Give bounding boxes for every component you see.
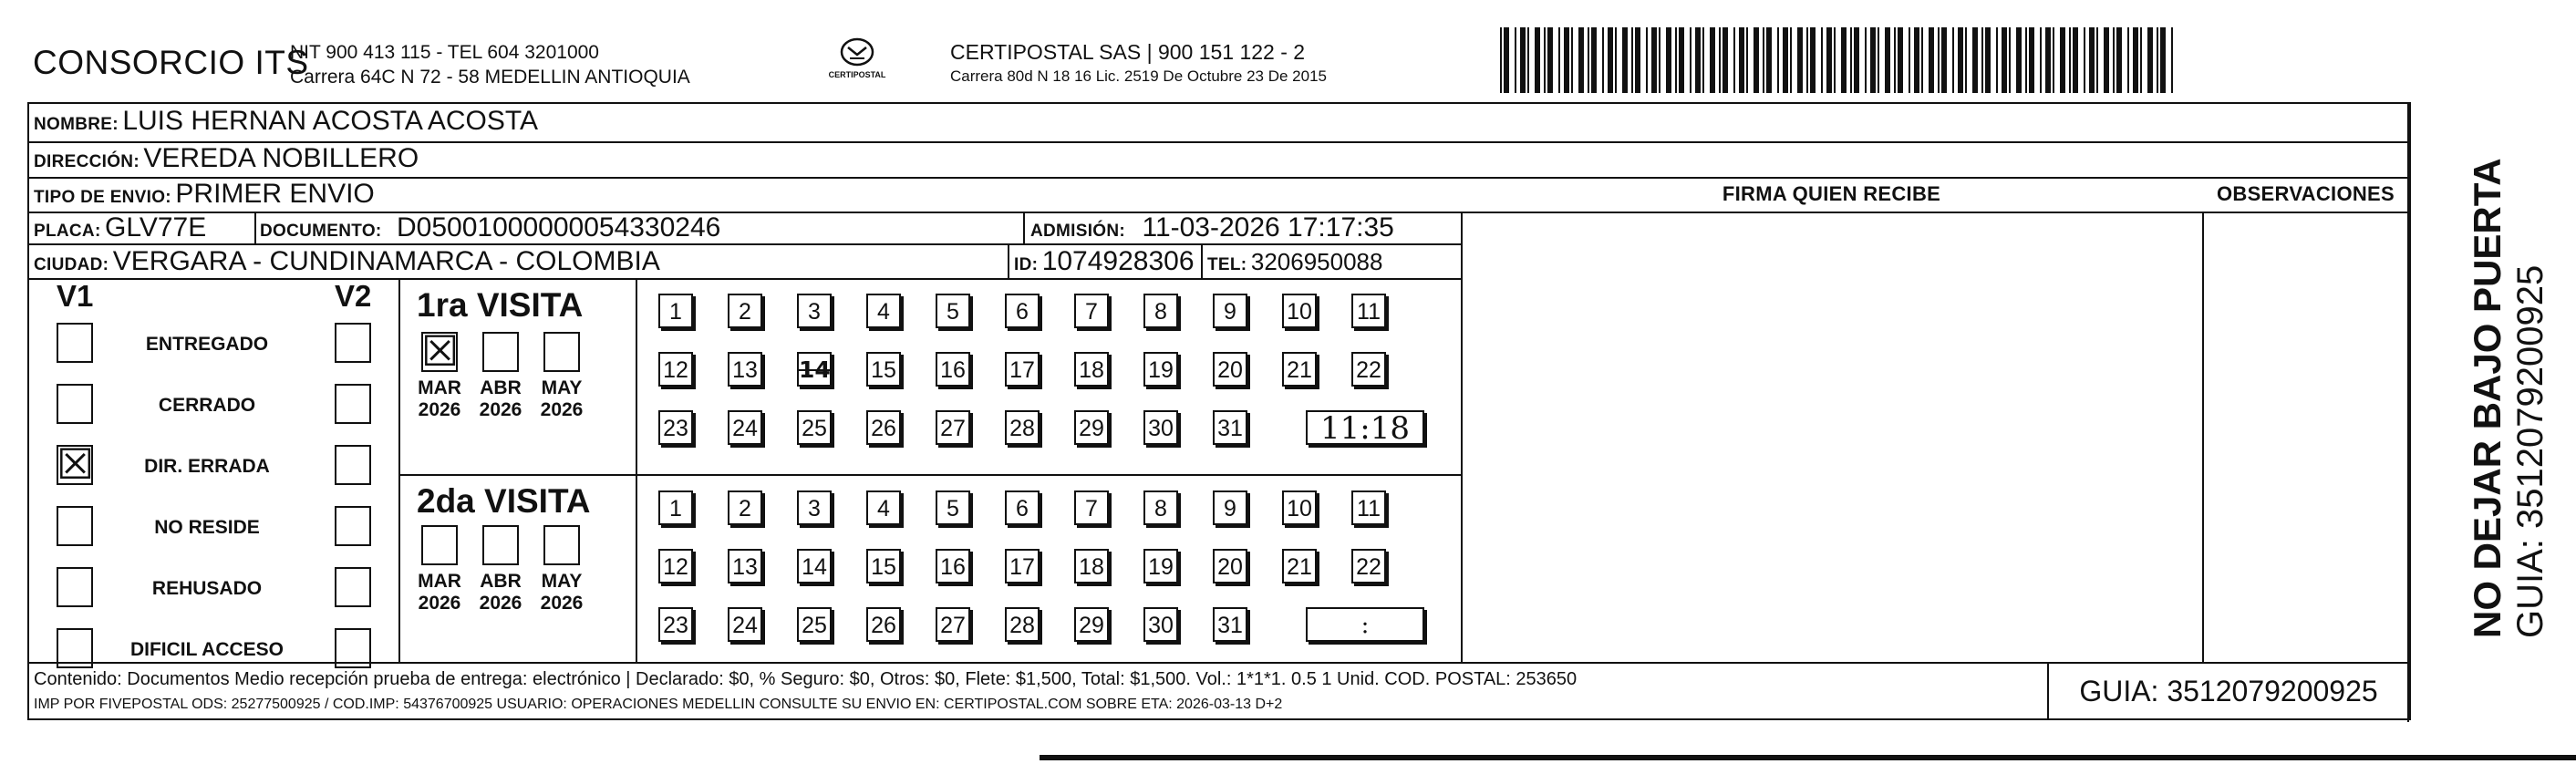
month-checkbox[interactable] (543, 332, 580, 372)
day-box[interactable]: 31 (1213, 410, 1247, 445)
barcode-bar (1929, 27, 1934, 93)
day-box[interactable]: 17 (1005, 549, 1040, 583)
v2-checkbox[interactable] (335, 506, 371, 546)
day-box[interactable]: 13 (728, 352, 762, 387)
tel-label: TEL: (1207, 255, 1247, 274)
status-label: DIFICIL ACCESO (129, 639, 284, 660)
barcode (1500, 27, 2175, 93)
barcode-bar (1854, 27, 1859, 93)
day-box[interactable]: 2 (728, 294, 762, 328)
barcode-bar (1996, 27, 1998, 93)
company-nit: NIT 900 413 115 - TEL 604 3201000 (290, 42, 599, 63)
barcode-bar (1622, 27, 1628, 93)
company-address: Carrera 64C N 72 - 58 MEDELLIN ANTIOQUIA (290, 67, 690, 88)
day-box[interactable]: 27 (936, 607, 970, 642)
plate-cell (34, 212, 206, 243)
side-guide: GUIA: 3512079200925 (2510, 264, 2550, 638)
carrier-line: CERTIPOSTAL SAS | 900 151 122 - 2 (950, 40, 1306, 64)
barcode-bar (1826, 27, 1832, 93)
barcode-bar (1981, 27, 1983, 93)
barcode-bar (1659, 27, 1660, 93)
barcode-bar (1500, 27, 1502, 93)
document-label: DOCUMENTO: (260, 222, 382, 241)
barcode-bar (1921, 27, 1923, 93)
day-box[interactable]: 26 (866, 607, 901, 642)
barcode-bar (1558, 27, 1560, 93)
day-box[interactable]: 14 (797, 352, 832, 387)
day-box[interactable]: 29 (1074, 607, 1109, 642)
day-box[interactable]: 6 (1005, 490, 1040, 525)
barcode-bar (1675, 27, 1677, 93)
day-box[interactable]: 31 (1213, 607, 1247, 642)
v1-checkbox[interactable] (57, 506, 93, 546)
day-box[interactable]: 6 (1005, 294, 1040, 328)
envelope-logo-icon (839, 36, 875, 67)
barcode-bar (2133, 27, 2138, 93)
second-visit-time[interactable]: : (1306, 607, 1424, 642)
barcode-bar (2160, 27, 2166, 93)
barcode-bar (1564, 27, 1569, 93)
barcode-bar (1608, 27, 1613, 93)
id-label: ID: (1014, 255, 1039, 274)
barcode-bar (1651, 27, 1657, 93)
barcode-bar (1941, 27, 1947, 93)
v2-checkbox[interactable] (335, 384, 371, 424)
day-box[interactable]: 21 (1282, 549, 1317, 583)
check-mark-icon: ☒ (57, 439, 95, 489)
barcode-bar (1544, 27, 1546, 93)
month-checkbox[interactable] (543, 525, 580, 565)
day-box[interactable]: 16 (936, 549, 970, 583)
v1-checkbox[interactable] (57, 323, 93, 363)
day-box[interactable]: 5 (936, 490, 970, 525)
barcode-bar (1914, 27, 1919, 93)
day-box[interactable]: 22 (1351, 352, 1386, 387)
barcode-bar (1870, 27, 1876, 93)
month-checkbox[interactable] (482, 525, 519, 565)
day-box[interactable]: 30 (1143, 410, 1178, 445)
day-box[interactable]: 3 (797, 294, 832, 328)
day-box[interactable]: 24 (728, 410, 762, 445)
barcode-bar (1588, 27, 1589, 93)
type-row (34, 179, 375, 210)
barcode-bar (1635, 27, 1640, 93)
status-label: DIR. ERRADA (144, 456, 270, 477)
recipient-address: VEREDA NOBILLERO (143, 143, 419, 173)
id-cell (1014, 246, 1195, 277)
barcode-bar (1783, 27, 1788, 93)
status-label: CERRADO (158, 395, 256, 416)
carrier-info (950, 40, 1327, 86)
barcode-bar (2104, 27, 2109, 93)
barcode-bar (1972, 27, 1978, 93)
barcode-bar (2025, 27, 2027, 93)
day-box[interactable]: 26 (866, 410, 901, 445)
day-box[interactable]: 18 (1074, 352, 1109, 387)
barcode-bar (2147, 27, 2153, 93)
day-box[interactable]: 16 (936, 352, 970, 387)
plate-label: PLACA: (34, 222, 101, 241)
barcode-bar (2089, 27, 2095, 93)
month-label: ABR 2026 (479, 571, 522, 614)
barcode-bar (1952, 27, 1954, 93)
shipping-label-frame (27, 102, 2411, 720)
barcode-bar (1690, 27, 1691, 93)
address-row (34, 143, 419, 174)
barcode-bar (2060, 27, 2065, 93)
barcode-bar (2073, 27, 2078, 93)
v1-checkbox[interactable] (57, 628, 93, 668)
first-visit-time[interactable]: 11:18 (1306, 410, 1424, 445)
barcode-bar (1723, 27, 1728, 93)
barcode-bar (1695, 27, 1701, 93)
name-row (34, 106, 538, 137)
day-box[interactable]: 18 (1074, 549, 1109, 583)
day-box[interactable]: 8 (1143, 490, 1178, 525)
barcode-bar (1821, 27, 1823, 93)
signature-header: FIRMA QUIEN RECIBE (1722, 182, 1941, 205)
barcode-bar (1754, 27, 1759, 93)
month-checkbox[interactable] (421, 525, 458, 565)
second-visit-title: 2da VISITA (417, 482, 591, 520)
day-box[interactable]: 19 (1143, 549, 1178, 583)
day-box[interactable]: 23 (658, 410, 693, 445)
barcode-bar (1865, 27, 1867, 93)
barcode-bar (1985, 27, 1991, 93)
barcode-bar (2009, 27, 2011, 93)
city-label: CIUDAD: (34, 255, 109, 274)
logo-text: CERTIPOSTAL (828, 70, 886, 79)
status-label: ENTREGADO (145, 334, 269, 355)
barcode-bar (1806, 27, 1808, 93)
month-label: MAY 2026 (540, 571, 584, 614)
barcode-bar (1777, 27, 1779, 93)
barcode-bar (2116, 27, 2122, 93)
barcode-bar (1646, 27, 1648, 93)
id-value: 1074928306 (1041, 246, 1195, 276)
day-box[interactable]: 8 (1143, 294, 1178, 328)
v1-header: V1 (57, 279, 94, 313)
day-box[interactable]: 22 (1351, 549, 1386, 583)
day-box[interactable]: 25 (797, 410, 832, 445)
day-box[interactable]: 11 (1351, 294, 1386, 328)
city-cell (34, 246, 660, 277)
barcode-bar (1885, 27, 1890, 93)
imp-line: IMP POR FIVEPOSTAL ODS: 25277500925 / COD.IMP: 54376700925 USUARIO: OPERACIONES MEDELLIN CONSULTE SU ENVIO EN: CERTIPOSTAL.COM SOBRE ETA: 2026-03-13 D+2 (34, 697, 1283, 712)
barcode-bar (1527, 27, 1529, 93)
day-box[interactable]: 25 (797, 607, 832, 642)
admission-value: 11-03-2026 17:17:35 (1142, 212, 1394, 243)
day-box[interactable]: 19 (1143, 352, 1178, 387)
v2-checkbox[interactable] (335, 445, 371, 485)
day-box[interactable]: 10 (1282, 490, 1317, 525)
month-label: MAR 2026 (418, 571, 461, 614)
barcode-bar (2157, 27, 2158, 93)
day-box[interactable]: 13 (728, 549, 762, 583)
barcode-bar (2140, 27, 2142, 93)
barcode-bar (1710, 27, 1715, 93)
day-box[interactable]: 21 (1282, 352, 1317, 387)
barcode-bar (1547, 27, 1553, 93)
address-label: DIRECCIÓN: (34, 152, 140, 171)
barcode-bar (2045, 27, 2051, 93)
barcode-bar (1591, 27, 1597, 93)
bottom-rule (1040, 755, 2576, 760)
barcode-bar (1631, 27, 1633, 93)
day-box[interactable]: 20 (1213, 352, 1247, 387)
barcode-bar (2113, 27, 2115, 93)
barcode-bar (1894, 27, 1896, 93)
day-box[interactable]: 10 (1282, 294, 1317, 328)
recipient-name: LUIS HERNAN ACOSTA ACOSTA (122, 106, 538, 136)
observations-header: OBSERVACIONES (2216, 182, 2395, 205)
barcode-bar (1733, 27, 1735, 93)
name-label: NOMBRE: (34, 115, 119, 134)
month-checkbox[interactable] (421, 326, 460, 376)
v2-checkbox[interactable] (335, 323, 371, 363)
barcode-bar (2127, 27, 2129, 93)
status-label: NO RESIDE (154, 517, 260, 538)
barcode-bar (1702, 27, 1704, 93)
day-box[interactable]: 15 (866, 549, 901, 583)
day-box[interactable]: 3 (797, 490, 832, 525)
admission-cell (1030, 212, 1394, 243)
status-label: REHUSADO (151, 578, 263, 599)
barcode-bar (1841, 27, 1847, 93)
day-box[interactable]: 29 (1074, 410, 1109, 445)
day-box[interactable]: 23 (658, 607, 693, 642)
company-name: CONSORCIO ITS (33, 44, 309, 81)
city-value: VERGARA - CUNDINAMARCA - COLOMBIA (112, 246, 660, 276)
barcode-bar (2171, 27, 2173, 93)
day-box[interactable]: 30 (1143, 607, 1178, 642)
day-box[interactable]: 9 (1213, 294, 1247, 328)
day-box[interactable]: 7 (1074, 294, 1109, 328)
barcode-bar (1535, 27, 1540, 93)
barcode-bar (1898, 27, 1903, 93)
day-box[interactable]: 5 (936, 294, 970, 328)
barcode-bar (2040, 27, 2042, 93)
certipostal-logo (825, 36, 889, 79)
day-box[interactable]: 11 (1351, 490, 1386, 525)
barcode-bar (1679, 27, 1684, 93)
barcode-bar (1965, 27, 1967, 93)
v2-checkbox[interactable] (335, 567, 371, 607)
v1-checkbox[interactable] (57, 567, 93, 607)
day-box[interactable]: 1 (658, 294, 693, 328)
barcode-bar (2084, 27, 2085, 93)
contents-line: Contenido: Documentos Medio recepción prueba de entrega: electrónico | Declarado: $0, % Seguro: $0, Otros: $0, Flete: $1,500, Total: $1,500. Vol.: 1*1*1. 0.5 1 Unid. COD. POSTAL: 253650 (34, 669, 1578, 689)
barcode-bar (1763, 27, 1764, 93)
barcode-bar (1909, 27, 1910, 93)
day-box[interactable]: 14 (797, 549, 832, 583)
barcode-bar (1766, 27, 1772, 93)
day-box[interactable]: 24 (728, 607, 762, 642)
tel-value: 3206950088 (1250, 248, 1383, 275)
barcode-bar (1797, 27, 1803, 93)
day-box[interactable]: 4 (866, 294, 901, 328)
check-mark-icon: ☒ (421, 326, 460, 376)
day-box[interactable]: 1 (658, 490, 693, 525)
footer-guide: GUIA: 3512079200925 (2079, 675, 2378, 707)
side-notice: NO DEJAR BAJO PUERTA (2466, 158, 2509, 638)
barcode-bar (1878, 27, 1879, 93)
day-box[interactable]: 17 (1005, 352, 1040, 387)
barcode-bar (1615, 27, 1617, 93)
v1-checkbox[interactable] (57, 384, 93, 424)
v2-header: V2 (335, 279, 372, 313)
carrier-address: Carrera 80d N 18 16 Lic. 2519 De Octubre 23 De 2015 (950, 67, 1327, 85)
barcode-bar (1520, 27, 1526, 93)
day-box[interactable]: 12 (658, 549, 693, 583)
document-cell (260, 212, 720, 243)
month-label: MAY 2026 (540, 377, 584, 420)
day-box[interactable]: 20 (1213, 549, 1247, 583)
barcode-bar (2029, 27, 2034, 93)
tel-cell (1207, 248, 1382, 276)
v2-checkbox[interactable] (335, 628, 371, 668)
barcode-bar (1790, 27, 1792, 93)
barcode-bar (1515, 27, 1516, 93)
month-label: ABR 2026 (479, 377, 522, 420)
month-checkbox[interactable] (482, 332, 519, 372)
barcode-bar (1746, 27, 1748, 93)
barcode-bar (1578, 27, 1584, 93)
day-box[interactable]: 15 (866, 352, 901, 387)
barcode-bar (1666, 27, 1671, 93)
month-label: MAR 2026 (418, 377, 461, 420)
company-info (290, 40, 690, 89)
day-box[interactable]: 9 (1213, 490, 1247, 525)
admission-label: ADMISIÓN: (1030, 222, 1126, 241)
type-label: TIPO DE ENVIO: (34, 188, 171, 207)
first-visit-title: 1ra VISITA (417, 286, 584, 324)
barcode-bar (1602, 27, 1604, 93)
day-box[interactable]: 4 (866, 490, 901, 525)
barcode-bar (1938, 27, 1940, 93)
day-box[interactable]: 12 (658, 352, 693, 387)
barcode-bar (1810, 27, 1816, 93)
barcode-bar (1719, 27, 1721, 93)
document-value: D05001000000054330246 (397, 212, 721, 243)
day-box[interactable]: 28 (1005, 607, 1040, 642)
barcode-bar (1739, 27, 1744, 93)
barcode-bar (2096, 27, 2098, 93)
day-box[interactable]: 28 (1005, 410, 1040, 445)
barcode-bar (2016, 27, 2022, 93)
barcode-bar (2069, 27, 2071, 93)
barcode-bar (1958, 27, 1963, 93)
side-panel (2467, 158, 2552, 638)
plate-value: GLV77E (105, 212, 207, 243)
barcode-bar (1571, 27, 1573, 93)
shipment-type: PRIMER ENVIO (175, 179, 375, 209)
day-box[interactable]: 7 (1074, 490, 1109, 525)
barcode-bar (2002, 27, 2007, 93)
day-box[interactable]: 27 (936, 410, 970, 445)
v1-checkbox[interactable] (57, 439, 95, 489)
day-box[interactable]: 2 (728, 490, 762, 525)
barcode-bar (1850, 27, 1852, 93)
barcode-bar (1504, 27, 1509, 93)
barcode-bar (1834, 27, 1836, 93)
barcode-bar (2053, 27, 2054, 93)
